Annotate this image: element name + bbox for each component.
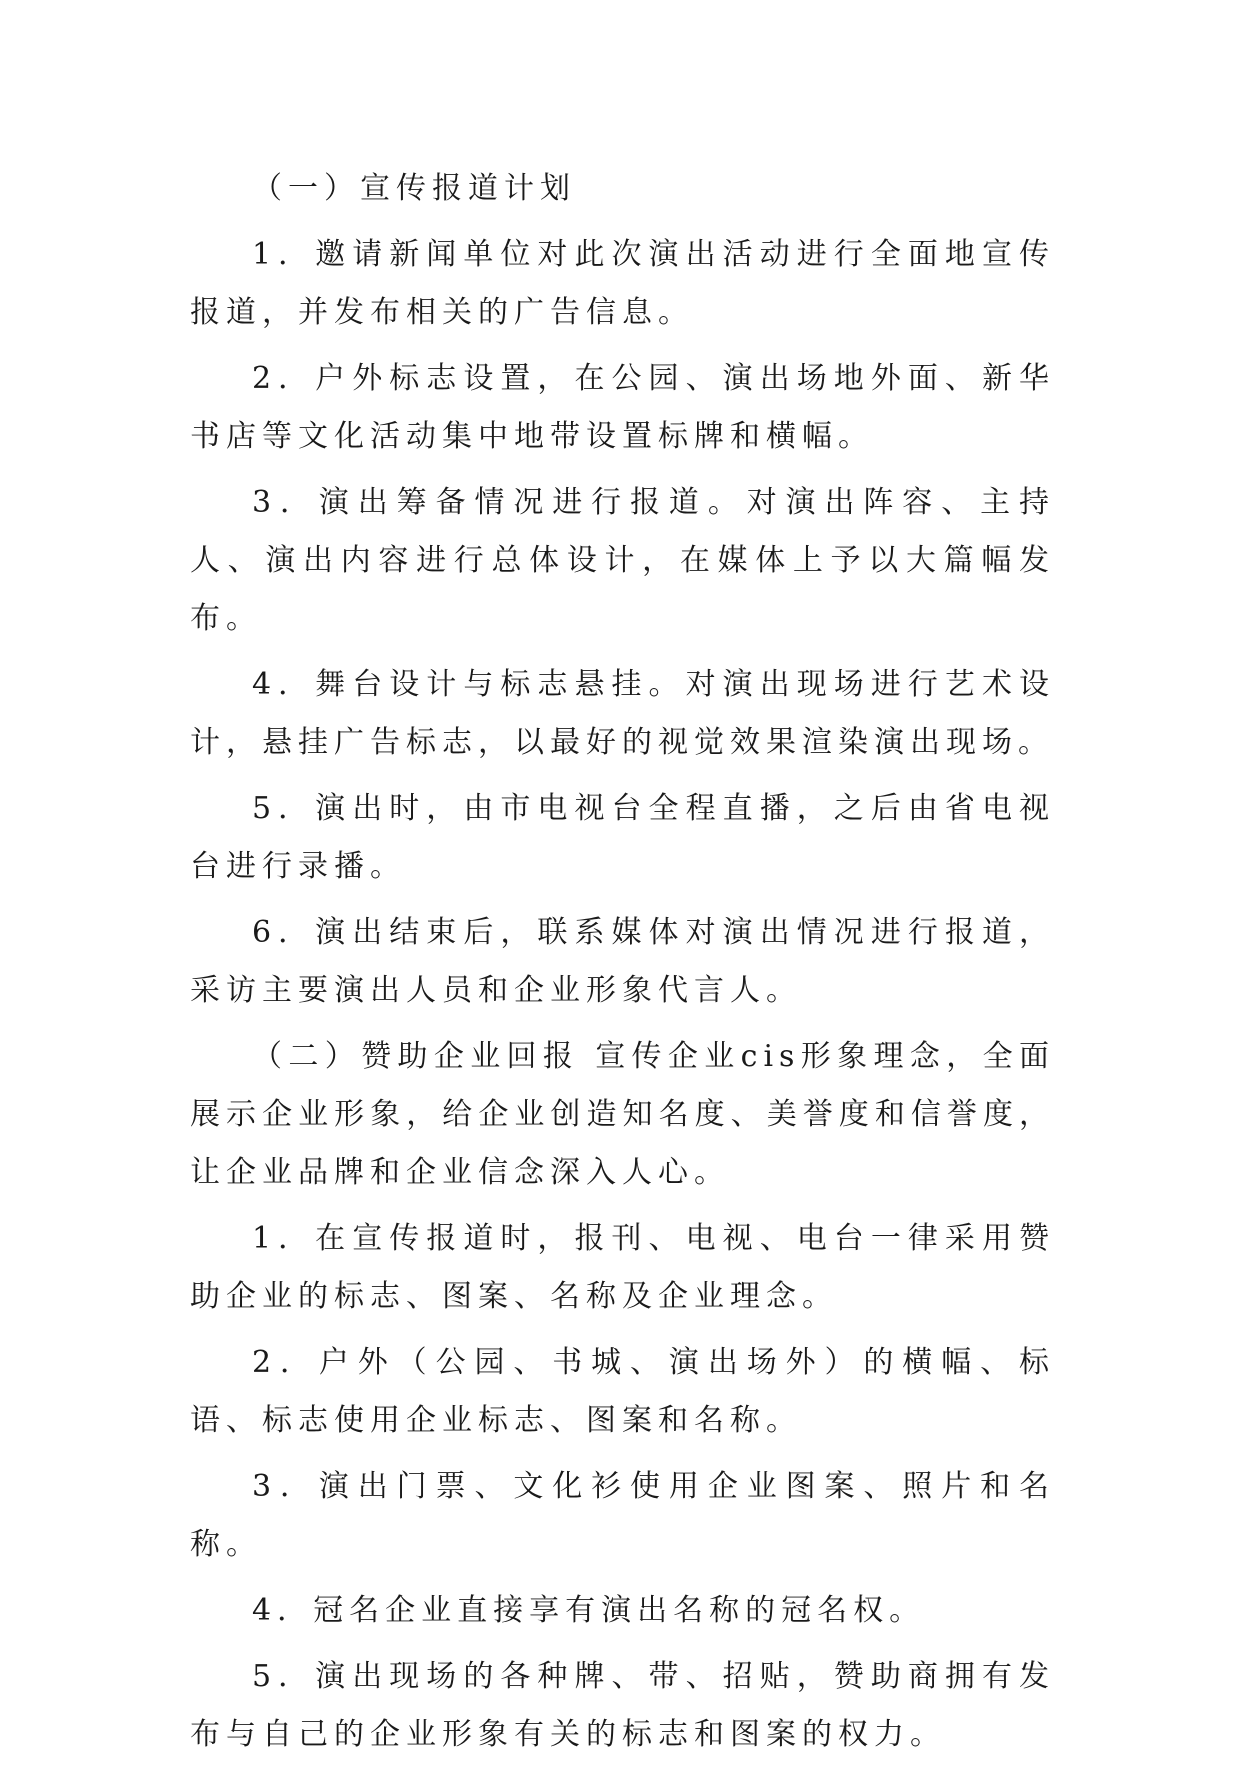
sponsor-item-4: 4．冠名企业直接享有演出名称的冠名权。 (252, 1593, 926, 1628)
publicity-item-1: 1．邀请新闻单位对此次演出活动进行全面地宣传报道，并发布相关的广告信息。 (190, 237, 1055, 330)
publicity-item-4: 4．舞台设计与标志悬挂。对演出现场进行艺术设计，悬挂广告标志，以最好的视觉效果渲染演出现场。 (190, 667, 1055, 760)
publicity-item-6: 6．演出结束后，联系媒体对演出情况进行报道，采访主要演出人员和企业形象代言人。 (190, 915, 1055, 1008)
section-heading-sponsor-return: （二）赞助企业回报 宣传企业cis形象理念，全面展示企业形象，给企业创造知名度、美誉度和信誉度，让企业品牌和企业信念深入人心。 (190, 1039, 1055, 1190)
sponsor-item-1: 1．在宣传报道时，报刊、电视、电台一律采用赞助企业的标志、图案、名称及企业理念。 (190, 1221, 1055, 1314)
section-heading-publicity-plan: （一）宣传报道计划 (252, 171, 576, 206)
document-body (190, 160, 1055, 1772)
sponsor-item-3: 3．演出门票、文化衫使用企业图案、照片和名称。 (190, 1469, 1055, 1562)
sponsor-item-5: 5．演出现场的各种牌、带、招贴，赞助商拥有发布与自己的企业形象有关的标志和图案的权力。 (190, 1659, 1055, 1752)
sponsor-item-2: 2．户外（公园、书城、演出场外）的横幅、标语、标志使用企业标志、图案和名称。 (190, 1345, 1055, 1438)
publicity-item-2: 2．户外标志设置，在公园、演出场地外面、新华书店等文化活动集中地带设置标牌和横幅。 (190, 361, 1055, 454)
publicity-item-3: 3．演出筹备情况进行报道。对演出阵容、主持人、演出内容进行总体设计，在媒体上予以大篇幅发布。 (190, 485, 1055, 636)
publicity-item-5: 5．演出时，由市电视台全程直播，之后由省电视台进行录播。 (190, 791, 1055, 884)
